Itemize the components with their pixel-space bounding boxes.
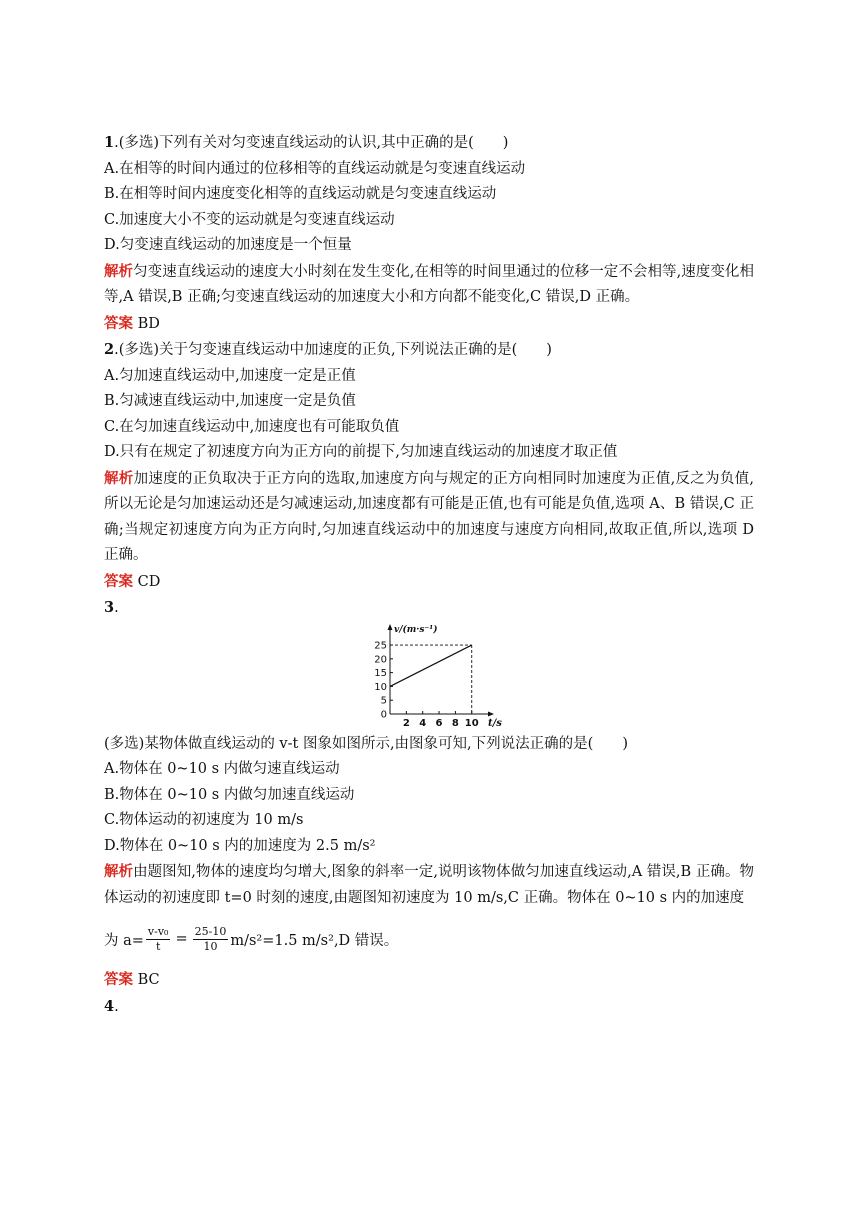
formula-suffix: m/s²=1.5 m/s²,D 错误。 bbox=[230, 932, 399, 949]
q3-stem: (多选)某物体做直线运动的 v-t 图象如图所示,由图象可知,下列说法正确的是( ) bbox=[104, 735, 628, 752]
y-axis-arrow-icon bbox=[388, 624, 393, 630]
q1-answer-label: 答案 bbox=[104, 314, 133, 332]
q1-option-c: C.加速度大小不变的运动就是匀变速直线运动 bbox=[104, 211, 395, 228]
q3-number: 3 bbox=[104, 599, 115, 616]
q3-option-c: C.物体运动的初速度为 10 m/s bbox=[104, 812, 304, 828]
q1-analysis bbox=[104, 259, 754, 311]
x-axis-arrow-icon bbox=[488, 711, 494, 716]
q1-answer-text: BD bbox=[133, 315, 160, 332]
q2-analysis bbox=[104, 466, 754, 569]
q2-stem bbox=[104, 337, 754, 364]
y-tick-label: 20 bbox=[374, 653, 387, 665]
q1-number: 1 bbox=[104, 134, 115, 151]
formula-equals: = bbox=[175, 931, 188, 947]
q2-answer-label: 答案 bbox=[104, 572, 133, 590]
fraction-2-denominator: 10 bbox=[203, 939, 218, 953]
q2-answer-text: CD bbox=[133, 573, 161, 590]
vt-chart-container bbox=[104, 624, 754, 732]
q2-stem-text: .(多选)关于匀变速直线运动中加速度的正负,下列说法正确的是( ) bbox=[114, 342, 552, 358]
q3-number-suffix: . bbox=[114, 600, 119, 616]
q1-stem-text: .(多选)下列有关对匀变速直线运动的认识,其中正确的是( ) bbox=[114, 135, 509, 151]
series-line bbox=[390, 645, 472, 686]
q3-analysis-text: 由题图知,物体的速度均匀增大,图象的斜率一定,说明该物体做匀加速直线运动,A 错误,B 正确。物体运动的初速度即 t=0 时刻的速度,由题图知初速度为 10 m/s,C 正确。物体在 0~10 s 内的加速度 bbox=[104, 864, 754, 906]
q1-option-a: A.在相等的时间内通过的位移相等的直线运动就是匀变速直线运动 bbox=[104, 160, 526, 177]
q3-analysis-label: 解析 bbox=[104, 863, 134, 880]
y-axis-label: v/(m·s⁻¹) bbox=[394, 624, 438, 635]
x-tick-label: 8 bbox=[451, 717, 459, 729]
q3-answer bbox=[104, 967, 754, 994]
x-tick-label: 6 bbox=[435, 717, 443, 729]
y-tick-label: 15 bbox=[374, 667, 387, 679]
q4-number: 4 bbox=[104, 997, 115, 1015]
q3-formula bbox=[104, 911, 754, 967]
x-tick-label: 2 bbox=[402, 717, 410, 729]
q3-analysis bbox=[104, 859, 754, 911]
q1-answer bbox=[104, 311, 754, 338]
q2-option-b: B.匀减速直线运动中,加速度一定是负值 bbox=[104, 393, 356, 409]
x-tick-label: 10 bbox=[464, 717, 479, 729]
q2-analysis-text: 加速度的正负取决于正方向的选取,加速度方向与规定的正方向相同时加速度为正值,反之为负值,所以无论是匀加速运动还是匀减速运动,加速度都有可能是正值,也有可能是负值,选项 A、B 错误,C 正确;当规定初速度方向为正方向时,匀加速直线运动中的加速度与速度方向相同,故取正值,所以,选项 D 正确。 bbox=[104, 470, 755, 563]
q3-option-d: D.物体在 0~10 s 内的加速度为 2.5 m/s² bbox=[104, 837, 376, 854]
q3-option-a: A.物体在 0~10 s 内做匀速直线运动 bbox=[104, 761, 340, 777]
q1-analysis-label: 解析 bbox=[104, 262, 134, 280]
q1-option-b: B.在相等时间内速度变化相等的直线运动就是匀变速直线运动 bbox=[104, 186, 497, 202]
x-axis-label: t/s bbox=[488, 717, 502, 729]
q2-option-d: D.只有在规定了初速度方向为正方向的前提下,匀加速直线运动的加速度才取正值 bbox=[104, 444, 618, 460]
q2-option-a: A.匀加速直线运动中,加速度一定是正值 bbox=[104, 367, 356, 384]
formula-fraction-1 bbox=[146, 925, 171, 954]
q3-option-b: B.物体在 0~10 s 内做匀加速直线运动 bbox=[104, 786, 355, 803]
q2-number: 2 bbox=[104, 341, 115, 358]
q1-option-d: D.匀变速直线运动的加速度是一个恒量 bbox=[104, 237, 352, 253]
q2-option-c: C.在匀加速直线运动中,加速度也有可能取负值 bbox=[104, 418, 400, 435]
q1-stem bbox=[104, 130, 754, 157]
formula-fraction-2 bbox=[193, 925, 229, 954]
vt-chart bbox=[366, 624, 506, 732]
q4-number-suffix: . bbox=[114, 998, 119, 1015]
y-tick-label: 25 bbox=[374, 640, 387, 652]
fraction-1-numerator: v-v₀ bbox=[147, 924, 169, 938]
y-tick-label: 5 bbox=[380, 695, 387, 707]
formula-prefix: 为 a= bbox=[104, 932, 144, 949]
q2-answer bbox=[104, 569, 754, 596]
x-tick-label: 4 bbox=[419, 717, 427, 729]
document-page bbox=[104, 130, 754, 1020]
y-tick-label: 0 bbox=[380, 709, 387, 720]
q2-analysis-label: 解析 bbox=[104, 469, 134, 487]
q1-analysis-text: 匀变速直线运动的速度大小时刻在发生变化,在相等的时间里通过的位移一定不会相等,速度变化相等,A 错误,B 正确;匀变速直线运动的加速度大小和方向都不能变化,C 错误,D 正确。 bbox=[104, 263, 754, 305]
q3-answer-label: 答案 bbox=[104, 971, 133, 988]
fraction-2-numerator: 25-10 bbox=[194, 924, 227, 938]
q3-answer-text: BC bbox=[133, 972, 160, 988]
fraction-1-denominator: t bbox=[155, 939, 161, 953]
y-tick-label: 10 bbox=[374, 681, 387, 693]
q4-number-line bbox=[104, 994, 754, 1021]
q3-number-line bbox=[104, 595, 754, 622]
